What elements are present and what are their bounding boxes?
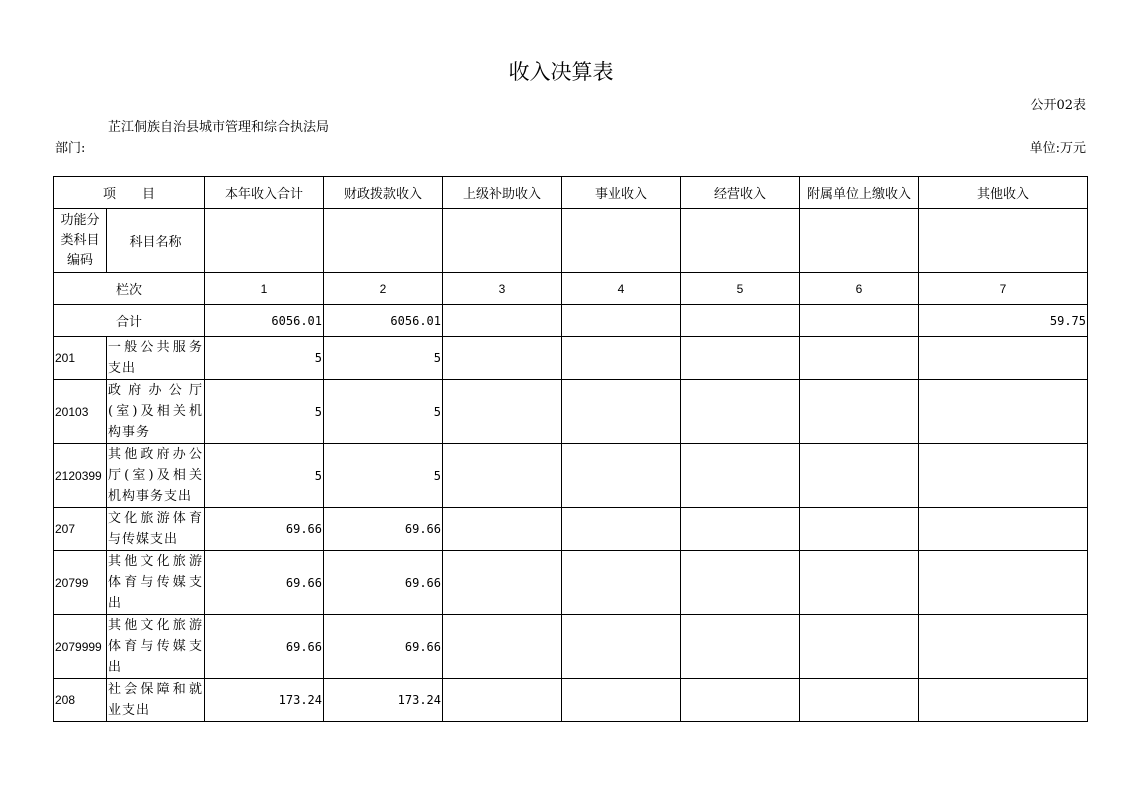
cell-value — [919, 615, 1088, 679]
row-number: 2 — [324, 273, 443, 305]
subject-name: 文化旅游体育与传媒支出 — [107, 508, 205, 551]
cell-value — [681, 444, 800, 508]
total-value — [562, 305, 681, 337]
cell-value — [681, 337, 800, 380]
subject-code: 20103 — [54, 380, 107, 444]
cell-value: 5 — [205, 337, 324, 380]
cell-value: 69.66 — [205, 508, 324, 551]
header-item: 项 目 — [54, 177, 205, 209]
cell-value: 69.66 — [205, 551, 324, 615]
row-number: 6 — [800, 273, 919, 305]
total-value — [443, 305, 562, 337]
cell-value: 69.66 — [205, 615, 324, 679]
subject-code: 208 — [54, 679, 107, 722]
cell-value — [681, 615, 800, 679]
cell-value — [919, 444, 1088, 508]
subject-name: 一般公共服务支出 — [107, 337, 205, 380]
row-number: 1 — [205, 273, 324, 305]
cell-value — [800, 551, 919, 615]
cell-value: 5 — [324, 380, 443, 444]
row-number: 5 — [681, 273, 800, 305]
cell-value — [800, 615, 919, 679]
cell-value: 5 — [205, 444, 324, 508]
cell-value — [443, 508, 562, 551]
subject-code: 20799 — [54, 551, 107, 615]
header-col: 经营收入 — [681, 177, 800, 209]
cell-value — [681, 551, 800, 615]
cell-value: 5 — [324, 337, 443, 380]
cell-value — [681, 508, 800, 551]
cell-value: 5 — [324, 444, 443, 508]
subject-name: 其他政府办公厅(室)及相关机构事务支出 — [107, 444, 205, 508]
cell-value — [919, 337, 1088, 380]
subject-name: 其他文化旅游体育与传媒支出 — [107, 551, 205, 615]
cell-value — [800, 337, 919, 380]
subject-name: 政府办公厅(室)及相关机构事务 — [107, 380, 205, 444]
cell-value — [919, 679, 1088, 722]
cell-value — [800, 380, 919, 444]
subject-code: 2079999 — [54, 615, 107, 679]
header-col: 附属单位上缴收入 — [800, 177, 919, 209]
row-number: 7 — [919, 273, 1088, 305]
row-number-row — [54, 273, 1088, 305]
cell-value: 69.66 — [324, 615, 443, 679]
total-value — [800, 305, 919, 337]
total-label: 合计 — [54, 305, 205, 337]
cell-value: 69.66 — [324, 508, 443, 551]
total-row — [54, 305, 1088, 337]
department-label: 部门: — [55, 141, 86, 156]
cell-value: 5 — [205, 380, 324, 444]
cell-value: 173.24 — [205, 679, 324, 722]
cell-value — [443, 337, 562, 380]
cell-value — [562, 444, 681, 508]
cell-value — [681, 380, 800, 444]
total-value: 6056.01 — [205, 305, 324, 337]
cell-value — [562, 380, 681, 444]
cell-value — [562, 679, 681, 722]
row-number: 3 — [443, 273, 562, 305]
subject-name: 社会保障和就业支出 — [107, 679, 205, 722]
report-title: 收入决算表 — [508, 60, 614, 84]
subject-code: 207 — [54, 508, 107, 551]
cell-value — [562, 615, 681, 679]
cell-value: 69.66 — [324, 551, 443, 615]
table-row — [54, 337, 1088, 380]
header-col: 财政拨款收入 — [324, 177, 443, 209]
table-row — [54, 508, 1088, 551]
table-row — [54, 615, 1088, 679]
header-col: 事业收入 — [562, 177, 681, 209]
table-row — [54, 551, 1088, 615]
header-col: 上级补助收入 — [443, 177, 562, 209]
cell-value — [800, 508, 919, 551]
form-number: 公开02表 — [1030, 98, 1086, 113]
total-value: 6056.01 — [324, 305, 443, 337]
cell-value — [443, 679, 562, 722]
cell-value — [800, 679, 919, 722]
total-value — [681, 305, 800, 337]
department-name: 芷江侗族自治县城市管理和综合执法局 — [108, 120, 330, 135]
total-value: 59.75 — [919, 305, 1088, 337]
cell-value — [919, 508, 1088, 551]
row-number: 4 — [562, 273, 681, 305]
cell-value — [919, 380, 1088, 444]
cell-value: 173.24 — [324, 679, 443, 722]
code-label: 功能分类科目编码 — [54, 209, 107, 273]
cell-value — [562, 337, 681, 380]
table-row — [54, 679, 1088, 722]
cell-value — [562, 551, 681, 615]
cell-value — [919, 551, 1088, 615]
cell-value — [443, 551, 562, 615]
cell-value — [443, 444, 562, 508]
cell-value — [681, 679, 800, 722]
cell-value — [443, 615, 562, 679]
income-table — [53, 176, 1088, 722]
subject-code: 2120399 — [54, 444, 107, 508]
table-row — [54, 444, 1088, 508]
subheader-row — [54, 209, 1088, 273]
header-col: 本年收入合计 — [205, 177, 324, 209]
row-number-label: 栏次 — [54, 273, 205, 305]
cell-value — [800, 444, 919, 508]
subject-code: 201 — [54, 337, 107, 380]
header-row — [54, 177, 1088, 209]
cell-value — [443, 380, 562, 444]
table-row — [54, 380, 1088, 444]
subject-name: 其他文化旅游体育与传媒支出 — [107, 615, 205, 679]
unit-label: 单位:万元 — [1029, 141, 1086, 156]
name-label: 科目名称 — [107, 209, 205, 273]
cell-value — [562, 508, 681, 551]
header-col: 其他收入 — [919, 177, 1088, 209]
